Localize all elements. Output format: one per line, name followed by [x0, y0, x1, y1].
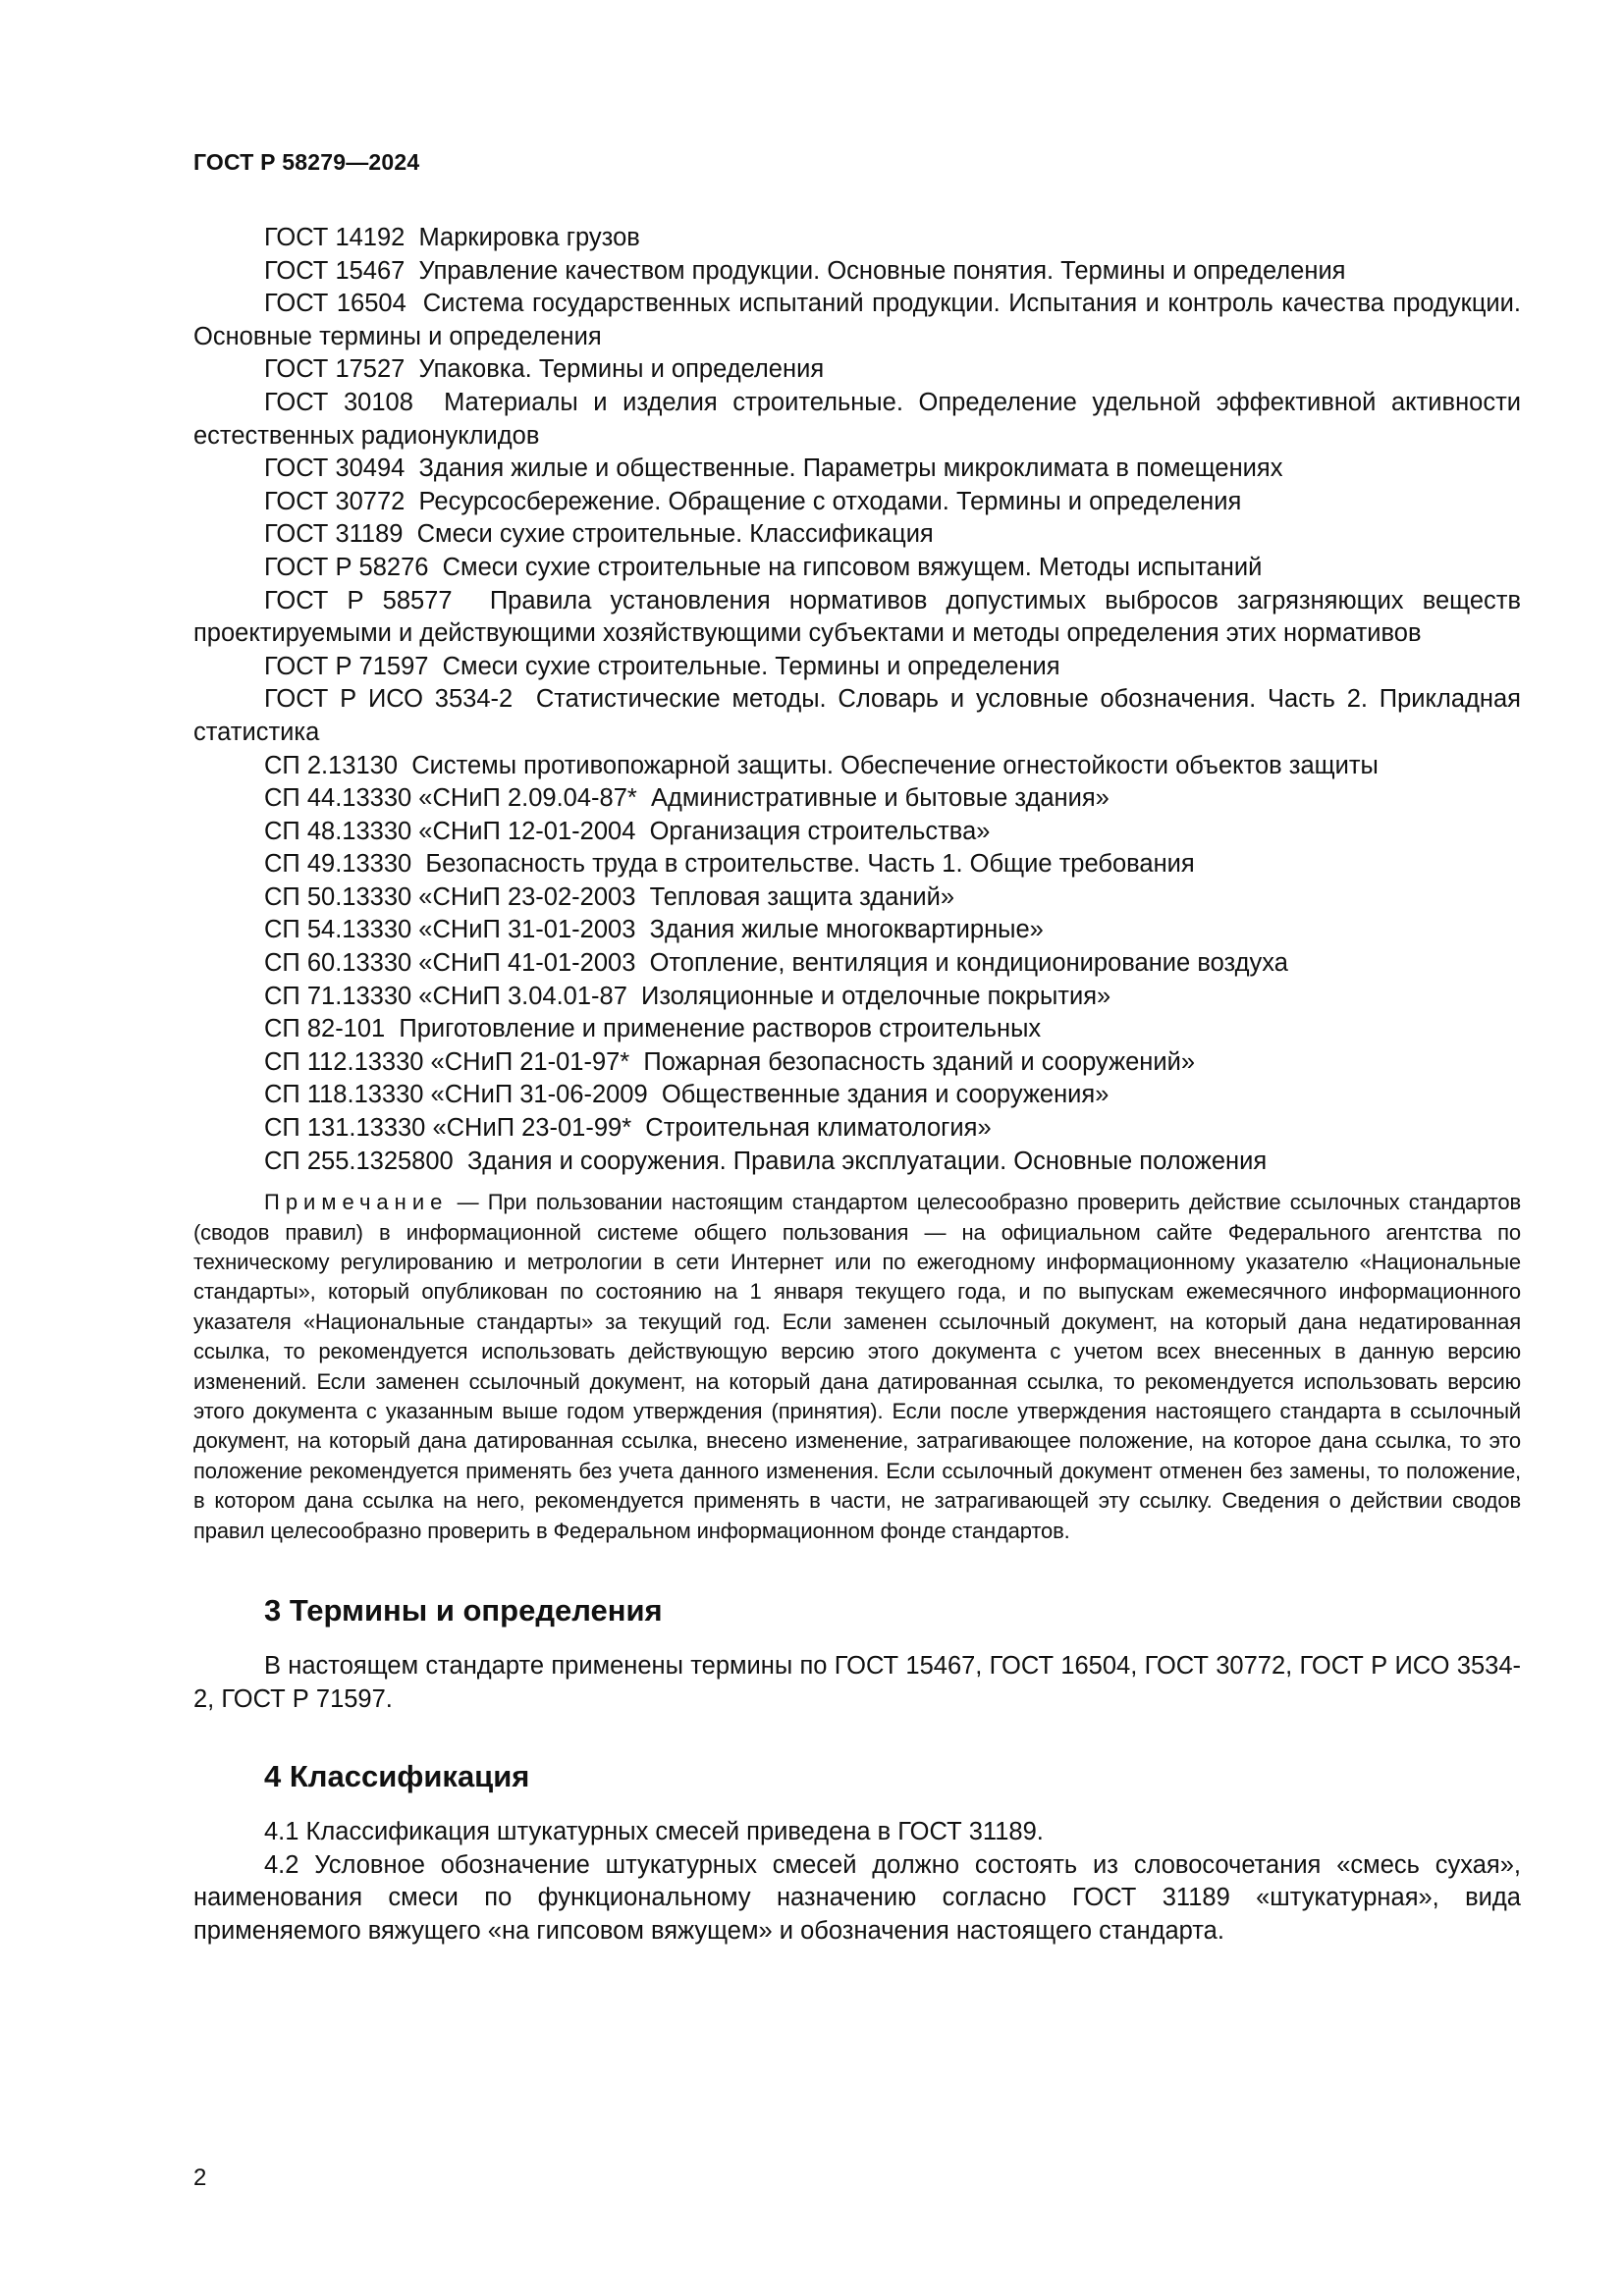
reference-code: ГОСТ 30772	[264, 487, 406, 515]
section-3-heading: 3 Термины и определения	[264, 1593, 663, 1629]
reference-title: Здания жилые и общественные. Параметры микроклимата в помещениях	[418, 454, 1283, 483]
reference-code: СП 82-101	[264, 1015, 386, 1043]
reference-item	[193, 486, 1521, 519]
reference-title: Отопление, вентиляция и кондиционирование воздуха	[649, 949, 1288, 978]
reference-title: Изоляционные и отделочные покрытия»	[641, 982, 1111, 1010]
reference-code: ГОСТ Р 71597	[264, 652, 429, 680]
section-4-heading: 4 Классификация	[264, 1759, 530, 1794]
reference-item	[193, 552, 1521, 585]
reference-code: ГОСТ 16504	[264, 290, 406, 318]
reference-item	[193, 782, 1521, 816]
reference-code: СП 60.13330 «СНиП 41-01-2003	[264, 949, 636, 978]
reference-title: Система государственных испытаний продукции. Испытания и контроль качества продукции. Основные термины и определения	[193, 290, 1521, 350]
section-4-body	[193, 1816, 1521, 1948]
reference-code: СП 255.1325800	[264, 1147, 454, 1175]
page-number: 2	[193, 2164, 207, 2191]
reference-title: Материалы и изделия строительные. Определение удельной эффективной активности естественных радионуклидов	[193, 388, 1522, 450]
clause-4-1: 4.1 Классификация штукатурных смесей приведена в ГОСТ 31189.	[264, 1818, 1044, 1846]
reference-title: Приготовление и применение растворов строительных	[399, 1015, 1042, 1043]
reference-code: СП 131.13330 «СНиП 23-01-99*	[264, 1114, 632, 1143]
document-header: ГОСТ Р 58279—2024	[193, 149, 420, 175]
reference-item	[193, 651, 1521, 684]
reference-item	[193, 750, 1521, 783]
reference-code: СП 112.13330 «СНиП 21-01-97*	[264, 1047, 630, 1076]
reference-code: СП 49.13330	[264, 850, 412, 879]
reference-code: СП 118.13330 «СНиП 31-06-2009	[264, 1081, 648, 1109]
reference-item	[193, 848, 1521, 881]
reference-title: Организация строительства»	[649, 817, 991, 845]
reference-title: Смеси сухие строительные. Классификация	[416, 520, 934, 549]
reference-code: СП 71.13330 «СНиП 3.04.01-87	[264, 982, 627, 1010]
reference-item	[193, 914, 1521, 947]
reference-item	[193, 1146, 1521, 1179]
page-content	[193, 222, 1521, 1949]
reference-title: Системы противопожарной защиты. Обеспечение огнестойкости объектов защиты	[411, 751, 1379, 779]
reference-item	[193, 1079, 1521, 1112]
reference-code: СП 54.13330 «СНиП 31-01-2003	[264, 916, 636, 944]
reference-item	[193, 1046, 1521, 1080]
reference-item	[193, 981, 1521, 1014]
reference-item	[193, 683, 1521, 749]
reference-title: Здания жилые многоквартирные»	[649, 916, 1044, 944]
reference-title: Управление качеством продукции. Основные понятия. Термины и определения	[418, 256, 1346, 285]
reference-code: ГОСТ 31189	[264, 520, 404, 549]
reference-title: Административные и бытовые здания»	[650, 784, 1110, 813]
reference-item	[193, 387, 1521, 453]
reference-code: ГОСТ Р ИСО 3534-2	[264, 685, 514, 714]
reference-code: ГОСТ 17527	[264, 355, 406, 384]
reference-item	[193, 816, 1521, 849]
reference-title: Безопасность труда в строительстве. Часть 1. Общие требования	[425, 850, 1195, 879]
reference-code: СП 2.13130	[264, 751, 399, 779]
reference-item	[193, 353, 1521, 387]
reference-item	[193, 255, 1521, 289]
section-3-text: В настоящем стандарте применены термины по ГОСТ 15467, ГОСТ 16504, ГОСТ 30772, ГОСТ Р ИСО 3534-2, ГОСТ Р 71597.	[193, 1652, 1521, 1713]
reference-title: Строительная климатология»	[645, 1114, 992, 1143]
reference-code: СП 48.13330 «СНиП 12-01-2004	[264, 817, 636, 845]
reference-item	[193, 881, 1521, 915]
reference-title: Общественные здания и сооружения»	[661, 1081, 1110, 1109]
reference-item	[193, 288, 1521, 353]
reference-item	[193, 222, 1521, 255]
reference-item	[193, 1112, 1521, 1146]
reference-item	[193, 585, 1521, 651]
reference-title: Пожарная безопасность зданий и сооружений»	[643, 1047, 1196, 1076]
reference-code: ГОСТ Р 58577	[264, 586, 453, 614]
normative-references-list	[193, 222, 1521, 1178]
clause-4-2: 4.2 Условное обозначение штукатурных смесей должно состоять из словосочетания «смесь сухая», наименования смеси по функциональному назначению согласно ГОСТ 31189 «штукатурная», вида применяемого вяжущего «на гипсовом вяжущем» и обозначения настоящего стандарта.	[193, 1850, 1521, 1946]
reference-title: Правила установления нормативов допустимых выбросов загрязняющих веществ проектируемыми и действующими хозяйствующими субъектами и методы определения этих нормативов	[193, 586, 1521, 648]
reference-item	[193, 518, 1521, 552]
reference-title: Смеси сухие строительные на гипсовом вяжущем. Методы испытаний	[442, 553, 1263, 581]
reference-title: Маркировка грузов	[418, 224, 640, 251]
note-paragraph	[193, 1188, 1521, 1546]
reference-code: ГОСТ Р 58276	[264, 553, 429, 581]
reference-code: ГОСТ 15467	[264, 256, 406, 285]
reference-title: Смеси сухие строительные. Термины и определения	[442, 652, 1060, 680]
reference-code: ГОСТ 30108	[264, 388, 413, 416]
reference-item	[193, 947, 1521, 981]
reference-code: СП 44.13330 «СНиП 2.09.04-87*	[264, 784, 637, 813]
note-text: — При пользовании настоящим стандартом целесообразно проверить действие ссылочных стандартов (сводов правил) в информационной системе общего пользования — на официальном сайте Федерального агентства по техническому регулированию и метрологии в сети Интернет или по ежегодному информационному указателю «Национальные стандарты», который опубликован по состоянию на 1 января текущего года, и по выпускам ежемесячного информационного указателя «Национальные стандарты» за текущий год. Если заменен ссылочный документ, на который дана недатированная ссылка, то рекомендуется использовать действующую версию этого документа с учетом всех внесенных в данную версию изменений. Если заменен ссылочный документ, на который дана датированная ссылка, то рекомендуется использовать версию этого документа с указанным выше годом утверждения (принятия). Если после утверждения настоящего стандарта в ссылочный документ, на который дана датированная ссылка, внесено изменение, затрагивающее положение, на которое дана ссылка, то это положение рекомендуется применять без учета данного изменения. Если ссылочный документ отменен без замены, то положение, в котором дана ссылка на него, рекомендуется применять в части, не затрагивающей эту ссылку. Сведения о действии сводов правил целесообразно проверить в Федеральном информационном фонде стандартов.	[193, 1190, 1521, 1543]
reference-item	[193, 1013, 1521, 1046]
reference-title: Тепловая защита зданий»	[649, 882, 955, 911]
reference-code: ГОСТ 14192	[264, 224, 406, 251]
note-label: Примечание	[264, 1190, 449, 1215]
reference-title: Упаковка. Термины и определения	[418, 355, 825, 384]
reference-title: Здания и сооружения. Правила эксплуатации. Основные положения	[466, 1147, 1268, 1175]
reference-code: ГОСТ 30494	[264, 454, 406, 483]
reference-title: Ресурсосбережение. Обращение с отходами. Термины и определения	[418, 487, 1242, 515]
reference-code: СП 50.13330 «СНиП 23-02-2003	[264, 882, 636, 911]
reference-title: Статистические методы. Словарь и условные обозначения. Часть 2. Прикладная статистика	[193, 685, 1521, 746]
reference-item	[193, 453, 1521, 486]
